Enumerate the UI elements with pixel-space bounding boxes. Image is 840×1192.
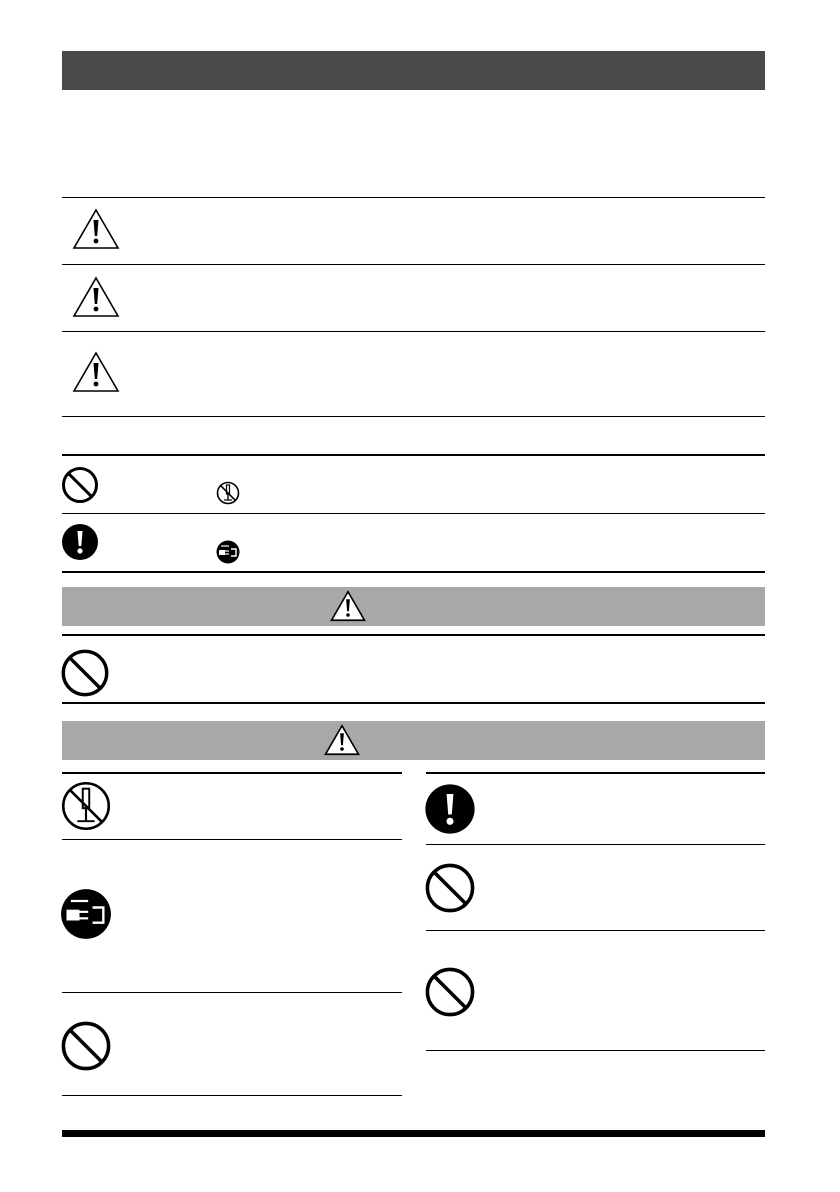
divider <box>62 197 765 198</box>
prohibition-icon <box>424 862 476 914</box>
unplug-icon <box>216 540 240 564</box>
divider <box>62 571 765 573</box>
prohibition-icon <box>424 966 476 1018</box>
divider <box>62 702 765 704</box>
divider <box>62 454 765 456</box>
no-disassembly-icon <box>60 780 112 832</box>
section-heading-bar <box>62 721 765 760</box>
divider <box>62 264 765 265</box>
divider <box>426 772 765 774</box>
divider <box>62 416 765 417</box>
warning-triangle-icon <box>72 351 120 393</box>
unplug-icon <box>60 888 112 940</box>
no-disassembly-icon <box>216 481 240 505</box>
footer-rule <box>62 1130 765 1137</box>
section-heading-bar <box>62 587 765 626</box>
prohibition-icon <box>60 1020 112 1072</box>
divider <box>62 839 402 840</box>
warning-triangle-icon <box>72 276 120 318</box>
prohibition-icon <box>61 466 99 504</box>
mandatory-action-icon <box>61 523 99 561</box>
divider <box>62 992 402 993</box>
warning-triangle-icon <box>72 208 120 250</box>
divider <box>426 1050 765 1051</box>
divider <box>426 844 765 845</box>
prohibition-icon <box>60 648 110 698</box>
divider <box>62 1095 402 1096</box>
page-header-bar <box>62 51 765 90</box>
divider <box>62 513 765 514</box>
divider <box>62 634 765 636</box>
divider <box>62 772 402 774</box>
mandatory-action-icon <box>424 783 476 835</box>
warning-triangle-icon <box>324 724 360 756</box>
divider <box>62 331 765 332</box>
warning-triangle-icon <box>330 590 366 622</box>
divider <box>426 930 765 931</box>
